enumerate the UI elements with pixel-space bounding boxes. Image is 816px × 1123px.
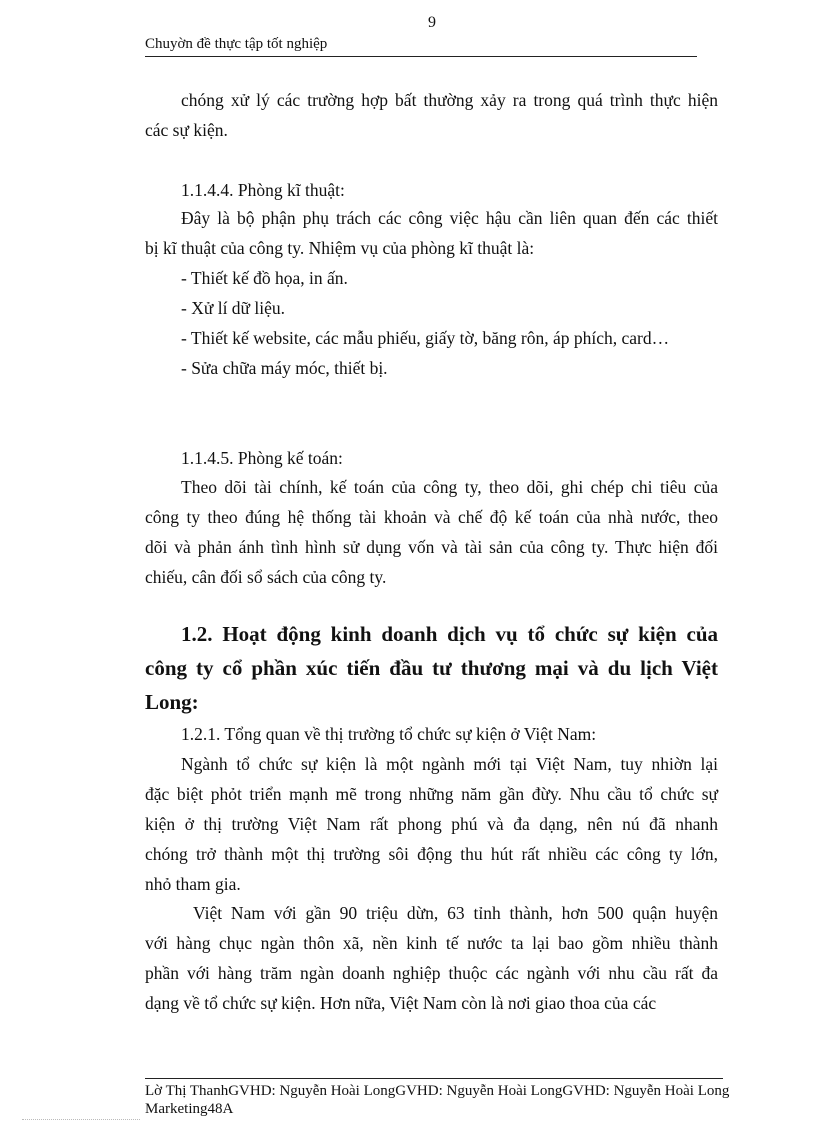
bullet-item: - Thiết kế đồ họa, in ấn. (181, 268, 348, 288)
section-heading-1-2: công ty cổ phần xúc tiến đầu tư thương mại và du lịch Việt (145, 656, 718, 680)
paragraph-line: chóng trở thành một thị trường sôi động thu hút rất nhiều các công ty lớn, (145, 844, 718, 864)
footer-dotted-rule (22, 1119, 140, 1120)
bullet-item: - Sửa chữa máy móc, thiết bị. (181, 358, 388, 378)
paragraph-line: Việt Nam với gần 90 triệu dừn, 63 tỉnh thành, hơn 500 quận huyện (193, 903, 718, 923)
page-number: 9 (428, 14, 436, 31)
running-header-title: Chuyờn đề thực tập tốt nghiệp (145, 36, 328, 52)
paragraph-line: nhỏ tham gia. (145, 874, 241, 894)
paragraph-line: dõi và phản ánh tình hình sử dụng vốn và tài sản của công ty. Thực hiện đối (145, 537, 718, 557)
section-title-1-1-4-5: 1.1.4.5. Phòng kế toán: (181, 448, 343, 468)
paragraph-line: công ty theo đúng hệ thống tài khoản và chế độ kế toán của nhà nước, theo (145, 507, 718, 527)
section-heading-1-2: 1.2. Hoạt động kinh doanh dịch vụ tổ chức sự kiện của (181, 622, 718, 646)
section-title-1-1-4-4: 1.1.4.4. Phòng kĩ thuật: (181, 180, 345, 200)
paragraph-line: các sự kiện. (145, 120, 228, 140)
paragraph-line: chiếu, cân đối sổ sách của công ty. (145, 567, 387, 587)
paragraph-line: bị kĩ thuật của công ty. Nhiệm vụ của phòng kĩ thuật là: (145, 238, 535, 258)
section-heading-1-2: Long: (145, 690, 199, 714)
paragraph-line: Theo dõi tài chính, kế toán của công ty, theo dõi, ghi chép chi tiêu của (181, 477, 718, 497)
paragraph-line: phần với hàng trăm ngàn doanh nghiệp thuộc các ngành với nhu cầu rất đa (145, 963, 718, 983)
footer-author-line: Lờ Thị ThanhGVHD: Nguyễn Hoài LongGVHD: Nguyễn Hoài LongGVHD: Nguyễn Hoài Long (145, 1083, 730, 1099)
paragraph-line: Ngành tổ chức sự kiện là một ngành mới tại Việt Nam, tuy nhiờn lại (181, 754, 718, 774)
paragraph-line: chóng xử lý các trường hợp bất thường xảy ra trong quá trình thực hiện (181, 90, 718, 110)
paragraph-line: dạng về tổ chức sự kiện. Hơn nữa, Việt Nam còn là nơi giao thoa của các (145, 993, 657, 1013)
footer-class-line: Marketing48A (145, 1101, 234, 1117)
footer-divider (145, 1078, 723, 1079)
bullet-item: - Xử lí dữ liệu. (181, 298, 286, 318)
paragraph-line: đặc biệt phỏt triển mạnh mẽ trong những năm gần đừy. Nhu cầu tổ chức sự (145, 784, 718, 804)
section-title-1-2-1: 1.2.1. Tổng quan về thị trường tổ chức sự kiện ở Việt Nam: (181, 724, 597, 744)
bullet-item: - Thiết kế website, các mẫu phiếu, giấy tờ, băng rôn, áp phích, card… (181, 328, 670, 348)
paragraph-line: với hàng chục ngàn thôn xã, nền kinh tế nước ta lại bao gồm nhiều thành (145, 933, 718, 953)
paragraph-line: kiện ở thị trường Việt Nam rất phong phú và đa dạng, nên nú đã nhanh (145, 814, 718, 834)
header-divider (145, 56, 697, 57)
paragraph-line: Đây là bộ phận phụ trách các công việc hậu cần liên quan đến các thiết (181, 208, 718, 228)
